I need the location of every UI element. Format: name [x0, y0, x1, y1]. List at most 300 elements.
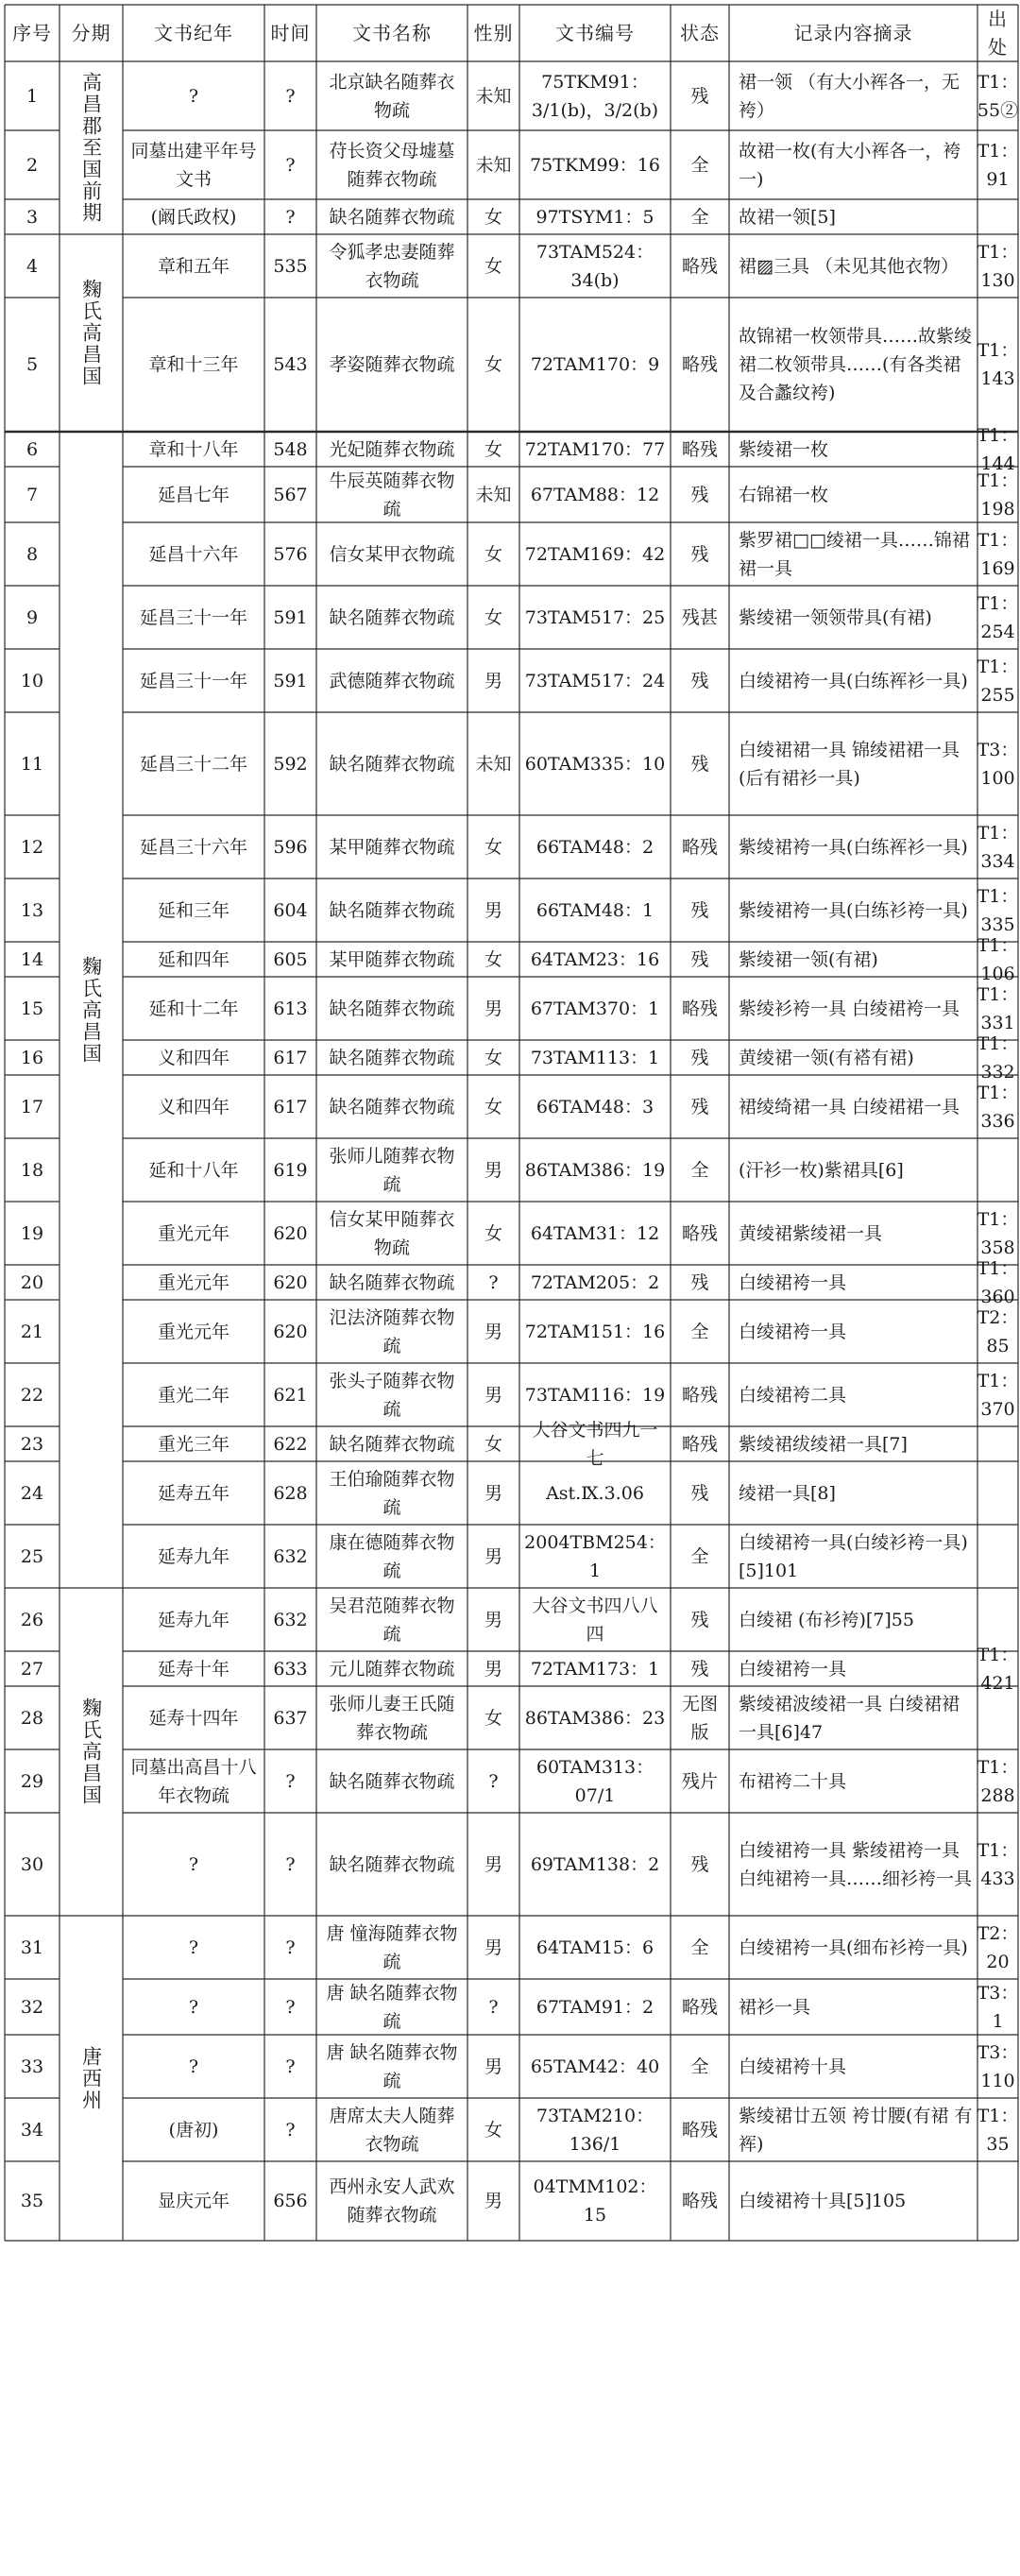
content-excerpt: 布裙袴二十具: [739, 1770, 847, 1792]
document-name: 某甲随葬衣物疏: [329, 836, 455, 858]
era-cell: 同墓出高昌十八年衣物疏: [130, 1756, 257, 1806]
time-cell: 592: [273, 753, 308, 775]
column-header: 记录内容摘录: [793, 22, 913, 44]
document-code: 72TAM205：2: [530, 1271, 660, 1293]
source-cell: T1：358: [977, 1208, 1019, 1258]
time-cell: 621: [273, 1384, 308, 1406]
source-cell: T1：254: [977, 592, 1019, 642]
source-cell: T1：106: [977, 934, 1019, 984]
time-cell: 632: [273, 1609, 308, 1630]
row-number: 27: [20, 1658, 44, 1680]
gender-cell: 女: [484, 1222, 502, 1244]
row-number: 6: [26, 438, 39, 460]
document-code: 64TAM15：6: [536, 1936, 654, 1958]
gender-cell: ?: [488, 1271, 499, 1293]
time-cell: 620: [273, 1321, 308, 1342]
document-name: 苻长资父母墟墓随葬衣物疏: [329, 140, 455, 190]
content-excerpt: (汗衫一枚)紫裙具[6]: [739, 1159, 904, 1181]
source-cell: [978, 1138, 1018, 1202]
state-cell: 略残: [681, 2119, 718, 2141]
document-name: 光妃随葬衣物疏: [329, 438, 455, 460]
time-cell: ?: [285, 85, 296, 107]
source-cell: T1：360: [977, 1257, 1019, 1307]
source-cell: [978, 1686, 1018, 1749]
column-header: 序号: [12, 22, 52, 44]
source-cell: [978, 199, 1018, 234]
content-excerpt: 紫绫衫袴一具 白绫裙袴一具: [739, 998, 960, 1019]
row-number: 14: [20, 948, 44, 970]
content-excerpt: 白绫裙袴一具(白练裈衫一具): [739, 670, 968, 691]
row-number: 22: [20, 1384, 44, 1406]
content-excerpt: 白绫裙袴一具: [739, 1321, 847, 1342]
state-cell: 无图版: [681, 1693, 718, 1743]
content-excerpt: 白绫裙袴一具(白绫衫袴一具)[5]101: [739, 1531, 968, 1581]
time-cell: ?: [285, 1996, 296, 2018]
gender-cell: 男: [484, 1936, 502, 1958]
row-number: 26: [20, 1609, 44, 1630]
document-code: 64TAM31：12: [530, 1222, 660, 1244]
content-excerpt: 黄绫裙一领(有褡有裙): [739, 1047, 914, 1068]
content-excerpt: 故裙一枚(有大小裈各一，袴一): [739, 140, 961, 190]
content-excerpt: 紫绫裙袴一具(白练衫袴一具): [739, 899, 968, 921]
state-cell: 残甚: [681, 606, 718, 628]
state-cell: 略残: [681, 998, 718, 1019]
document-code: 86TAM386：19: [524, 1159, 666, 1181]
document-code: 67TAM91：2: [536, 1996, 654, 2018]
row-number: 10: [20, 670, 44, 691]
gender-cell: 女: [484, 438, 502, 460]
row-number: 2: [26, 154, 39, 176]
document-code: 73TAM113：1: [530, 1047, 660, 1068]
row-number: 30: [20, 1853, 44, 1875]
state-cell: 残: [690, 484, 709, 505]
gender-cell: ?: [488, 1996, 499, 2018]
document-name: 武德随葬衣物疏: [329, 670, 455, 691]
content-excerpt: 紫绫裙绂绫裙一具[7]: [739, 1433, 908, 1455]
document-name: 信女某甲随葬衣物疏: [329, 1208, 455, 1258]
source-cell: T2：85: [977, 1306, 1019, 1356]
document-code: 72TAM173：1: [530, 1658, 660, 1680]
time-cell: ?: [285, 1936, 296, 1958]
row-number: 18: [20, 1159, 44, 1181]
gender-cell: 男: [484, 1482, 502, 1504]
era-cell: 延寿五年: [157, 1482, 230, 1504]
period-label: 高昌郡至国前期: [79, 72, 103, 224]
row-number: 11: [20, 753, 44, 775]
document-name: 缺名随葬衣物疏: [329, 753, 455, 775]
era-cell: ?: [188, 85, 199, 107]
time-cell: 632: [273, 1545, 308, 1567]
document-code: 69TAM138：2: [530, 1853, 660, 1875]
era-cell: 延寿九年: [157, 1545, 230, 1567]
content-excerpt: 白绫裙裙一具 锦绫裙裙一具(后有裙衫一具): [739, 739, 960, 789]
document-code: 72TAM170：9: [530, 354, 660, 375]
state-cell: 略残: [681, 2191, 718, 2211]
document-code: 75TKM99：16: [530, 154, 660, 176]
era-cell: 延和四年: [157, 948, 230, 970]
state-cell: 残: [690, 1271, 709, 1293]
source-cell: T1：331: [977, 983, 1019, 1033]
era-cell: 重光元年: [157, 1271, 230, 1293]
source-cell: T1：55②: [977, 71, 1019, 121]
gender-cell: 女: [484, 836, 502, 858]
state-cell: 残: [690, 1609, 709, 1630]
source-cell: T1：198: [977, 469, 1019, 520]
source-cell: T1：144: [977, 424, 1019, 474]
row-number: 20: [20, 1271, 44, 1293]
source-cell: T3：100: [977, 739, 1019, 789]
row-number: 13: [20, 899, 44, 921]
document-code: 60TAM335：10: [524, 753, 666, 775]
document-code: 大谷文书四八八四: [532, 1595, 658, 1645]
gender-cell: 女: [484, 948, 502, 970]
time-cell: ?: [285, 154, 296, 176]
gender-cell: 女: [484, 1096, 502, 1117]
era-cell: 延昌三十一年: [139, 670, 247, 691]
era-cell: 延昌七年: [157, 484, 230, 505]
era-cell: 延和十二年: [148, 998, 239, 1019]
content-excerpt: 白绫裙 (布衫袴)[7]55: [739, 1609, 914, 1630]
content-excerpt: 裙衫一具: [739, 1996, 811, 2018]
gender-cell: 男: [484, 1853, 502, 1875]
column-header: 文书编号: [555, 22, 635, 44]
state-cell: 略残: [681, 1384, 718, 1406]
document-code: 97TSYM1：5: [536, 206, 654, 228]
column-header: 时间: [270, 22, 311, 44]
state-cell: 残: [690, 543, 709, 565]
time-cell: 604: [273, 899, 308, 921]
time-cell: ?: [285, 2119, 296, 2141]
gender-cell: 女: [484, 2119, 502, 2141]
document-code: 66TAM48：2: [536, 836, 654, 858]
time-cell: 617: [273, 1096, 308, 1117]
era-cell: (阚氏政权): [150, 206, 237, 228]
era-cell: ?: [188, 2056, 199, 2077]
source-cell: [978, 2161, 1018, 2241]
row-number: 4: [26, 255, 39, 277]
document-code: Ast.Ⅸ.3.06: [546, 1482, 644, 1504]
document-name: 缺名随葬衣物疏: [329, 1096, 455, 1117]
document-name: 缺名随葬衣物疏: [329, 1047, 455, 1068]
content-excerpt: 紫绫裙一领(有裙): [739, 948, 878, 970]
row-number: 7: [26, 484, 39, 505]
source-cell: T3：110: [977, 2041, 1019, 2091]
document-code: 67TAM370：1: [530, 998, 660, 1019]
gender-cell: 男: [484, 1159, 502, 1181]
row-number: 16: [20, 1047, 44, 1068]
gender-cell: 女: [484, 354, 502, 375]
time-cell: 567: [273, 484, 308, 505]
time-cell: 591: [273, 670, 308, 691]
content-excerpt: 裙绫绮裙一具 白绫裙裙一具: [739, 1096, 960, 1117]
document-name: 元儿随葬衣物疏: [329, 1658, 455, 1680]
era-cell: 延和三年: [157, 899, 230, 921]
row-number: 33: [20, 2056, 44, 2077]
era-cell: ?: [188, 1996, 199, 2018]
source-cell: T1：332: [977, 1032, 1019, 1083]
era-cell: 延寿十四年: [148, 1707, 239, 1729]
time-cell: ?: [285, 1770, 296, 1792]
state-cell: 全: [690, 2056, 709, 2077]
document-code: 65TAM42：40: [530, 2056, 660, 2077]
content-excerpt: 紫绫裙廿五领 袴廿腰(有裙 有裈): [739, 2105, 973, 2155]
content-excerpt: 紫绫裙波绫裙一具 白绫裙裙一具[6]47: [739, 1693, 960, 1743]
document-name: 西州永安人武欢随葬衣物疏: [329, 2176, 455, 2226]
column-header: 状态: [680, 22, 720, 44]
row-number: 24: [20, 1482, 44, 1504]
document-name: 缺名随葬衣物疏: [329, 606, 455, 628]
document-name: 缺名随葬衣物疏: [329, 1433, 455, 1455]
state-cell: 略残: [681, 438, 718, 460]
document-code: 大谷文书四九一七: [532, 1419, 658, 1469]
document-name: 缺名随葬衣物疏: [329, 1271, 455, 1293]
row-number: 8: [26, 543, 39, 565]
document-code: 67TAM88：12: [530, 484, 660, 505]
document-name: 缺名随葬衣物疏: [329, 899, 455, 921]
era-cell: 延寿九年: [157, 1609, 230, 1630]
era-cell: 重光元年: [157, 1222, 230, 1244]
gender-cell: 未知: [475, 484, 512, 505]
gender-cell: 男: [484, 1609, 502, 1630]
era-cell: ?: [188, 1853, 199, 1875]
time-cell: 596: [273, 836, 308, 858]
state-cell: 略残: [681, 836, 718, 858]
row-number: 25: [20, 1545, 44, 1567]
state-cell: 略残: [681, 1222, 718, 1244]
source-cell: T1：91: [977, 140, 1019, 190]
era-cell: 义和四年: [157, 1096, 230, 1117]
source-cell: T1：334: [977, 822, 1019, 872]
state-cell: 残: [690, 1658, 709, 1680]
era-cell: 义和四年: [157, 1047, 230, 1068]
gender-cell: 未知: [475, 753, 512, 775]
document-code: 66TAM48：1: [536, 899, 654, 921]
time-cell: 543: [273, 354, 308, 375]
document-name: 唐 缺名随葬衣物疏: [326, 1982, 458, 2032]
row-number: 32: [20, 1996, 44, 2018]
gender-cell: 女: [484, 255, 502, 277]
content-excerpt: 白绫裙袴一具: [739, 1658, 847, 1680]
gender-cell: 女: [484, 543, 502, 565]
era-cell: 延寿十年: [157, 1658, 230, 1680]
source-cell: T1：143: [977, 340, 1019, 389]
source-cell: [978, 1461, 1018, 1525]
document-name: 令狐孝忠妻随葬衣物疏: [329, 241, 455, 291]
document-name: 唐席太夫人随葬衣物疏: [329, 2105, 455, 2155]
document-name: 某甲随葬衣物疏: [329, 948, 455, 970]
era-cell: 章和十八年: [148, 438, 239, 460]
state-cell: 略残: [681, 1996, 718, 2018]
document-code: 73TAM517：25: [524, 606, 666, 628]
document-code: 72TAM169：42: [524, 543, 666, 565]
document-code: 73TAM517：24: [524, 670, 666, 691]
era-cell: 延昌十六年: [148, 543, 239, 565]
content-excerpt: 紫绫裙一枚: [739, 438, 829, 460]
document-name: 唐 憧海随葬衣物疏: [326, 1922, 458, 1972]
state-cell: 残: [690, 1096, 709, 1117]
content-excerpt: 紫绫裙一领领带具(有裙): [739, 606, 932, 628]
document-name: 缺名随葬衣物疏: [329, 1770, 455, 1792]
time-cell: 619: [273, 1159, 308, 1181]
content-excerpt: 白绫裙袴十具: [739, 2056, 847, 2077]
time-cell: 628: [273, 1482, 308, 1504]
gender-cell: 男: [484, 670, 502, 691]
gender-cell: 女: [484, 606, 502, 628]
state-cell: 残: [690, 899, 709, 921]
gender-cell: 男: [484, 1384, 502, 1406]
document-code: 64TAM23：16: [530, 948, 660, 970]
gender-cell: 女: [484, 1433, 502, 1455]
state-cell: 残片: [681, 1770, 718, 1792]
era-cell: 延昌三十二年: [139, 753, 247, 775]
state-cell: 残: [690, 753, 709, 775]
content-excerpt: 白绫裙袴一具: [739, 1271, 847, 1293]
row-number: 17: [20, 1096, 44, 1117]
row-number: 23: [20, 1433, 44, 1455]
gender-cell: 男: [484, 2056, 502, 2077]
gender-cell: ?: [488, 1770, 499, 1792]
source-cell: T1：370: [977, 1370, 1019, 1420]
document-name: 信女某甲衣物疏: [329, 543, 455, 565]
time-cell: 535: [273, 255, 308, 277]
source-cell: T2：20: [977, 1922, 1019, 1972]
time-cell: 591: [273, 606, 308, 628]
document-name: 张师儿随葬衣物疏: [329, 1145, 455, 1195]
period-label: 麴氏高昌国: [79, 1697, 103, 1806]
column-header: 出处: [988, 8, 1008, 59]
content-excerpt: 裙▨三具 （未见其他衣物）: [739, 255, 959, 277]
column-header: 文书名称: [352, 22, 432, 44]
gender-cell: 女: [484, 206, 502, 228]
era-cell: 延昌三十一年: [139, 606, 247, 628]
row-number: 15: [20, 998, 44, 1019]
document-code: 73TAM116：19: [524, 1384, 666, 1406]
time-cell: 656: [273, 2191, 308, 2211]
row-number: 19: [20, 1222, 44, 1244]
gender-cell: 女: [484, 1707, 502, 1729]
row-number: 3: [26, 206, 39, 228]
content-excerpt: 白绫裙袴二具: [739, 1384, 847, 1406]
document-name: 唐 缺名随葬衣物疏: [326, 2041, 458, 2091]
content-excerpt: 白绫裙袴一具(细布衫袴一具): [739, 1936, 968, 1958]
gender-cell: 男: [484, 1545, 502, 1567]
row-number: 31: [20, 1936, 44, 1958]
state-cell: 全: [690, 206, 709, 228]
document-name: 康在德随葬衣物疏: [329, 1531, 455, 1581]
time-cell: ?: [285, 206, 296, 228]
time-cell: 576: [273, 543, 308, 565]
document-name: 张头子随葬衣物疏: [329, 1370, 455, 1420]
state-cell: 残: [690, 1853, 709, 1875]
state-cell: 略残: [681, 354, 718, 375]
source-cell: [978, 1426, 1018, 1461]
column-header: 分期: [71, 22, 111, 44]
row-number: 34: [20, 2119, 44, 2141]
gender-cell: 男: [484, 1658, 502, 1680]
state-cell: 残: [690, 1047, 709, 1068]
content-excerpt: 黄绫裙紫绫裙一具: [739, 1222, 883, 1244]
source-cell: T1：130: [977, 241, 1019, 291]
row-number: 29: [20, 1770, 44, 1792]
state-cell: 残: [690, 1482, 709, 1504]
gender-cell: 男: [484, 899, 502, 921]
time-cell: 622: [273, 1433, 308, 1455]
period-label: 唐西州: [79, 2045, 103, 2111]
document-name: 缺名随葬衣物疏: [329, 1853, 455, 1875]
era-cell: 延和十八年: [148, 1159, 239, 1181]
document-code: 73TAM210：136/1: [536, 2105, 654, 2155]
state-cell: 残: [690, 85, 709, 107]
time-cell: 548: [273, 438, 308, 460]
time-cell: 633: [273, 1658, 308, 1680]
source-cell: T1：336: [977, 1082, 1019, 1132]
period-label: 麴氏高昌国: [79, 279, 103, 387]
column-header: 性别: [473, 22, 514, 44]
content-excerpt: 故裙一领[5]: [739, 206, 836, 228]
source-cell: T1：35: [977, 2105, 1019, 2155]
time-cell: 637: [273, 1707, 308, 1729]
document-name: 缺名随葬衣物疏: [329, 206, 455, 228]
content-excerpt: 裙一领 （有大小裈各一，无袴）: [739, 71, 960, 121]
document-code: 2004TBM254：1: [524, 1531, 666, 1581]
era-cell: 章和五年: [157, 255, 230, 277]
gender-cell: 未知: [475, 85, 512, 107]
era-cell: ?: [188, 1936, 199, 1958]
content-excerpt: 紫罗裙□□绫裙一具……锦裙裙一具: [739, 529, 970, 579]
document-name: 北京缺名随葬衣物疏: [329, 71, 455, 121]
period-label: 麴氏高昌国: [79, 955, 103, 1065]
row-number: 35: [20, 2191, 44, 2211]
source-cell: T1：255: [977, 656, 1019, 706]
state-cell: 略残: [681, 255, 718, 277]
content-excerpt: 绫裙一具[8]: [739, 1482, 836, 1504]
document-code: 60TAM313：07/1: [536, 1756, 654, 1806]
era-cell: 同墓出建平年号文书: [130, 140, 257, 190]
source-cell: T1：421: [977, 1644, 1019, 1694]
era-cell: 显庆元年: [157, 2191, 230, 2211]
content-excerpt: 故锦裙一枚领带具……故紫绫裙二枚领带具……(有各类裙及合蠡纹袴): [739, 326, 973, 403]
time-cell: 620: [273, 1222, 308, 1244]
era-cell: 重光元年: [157, 1321, 230, 1342]
state-cell: 残: [690, 670, 709, 691]
era-cell: 重光二年: [157, 1384, 230, 1406]
era-cell: (唐初): [168, 2119, 219, 2141]
time-cell: ?: [285, 1853, 296, 1875]
row-number: 28: [20, 1707, 44, 1729]
row-number: 12: [20, 836, 44, 858]
time-cell: 617: [273, 1047, 308, 1068]
era-cell: 重光三年: [157, 1433, 230, 1455]
source-cell: T1：169: [977, 529, 1019, 579]
document-code: 04TMM102：15: [533, 2176, 657, 2226]
time-cell: 620: [273, 1271, 308, 1293]
document-name: 张师儿妻王氏随葬衣物疏: [329, 1693, 455, 1743]
state-cell: 略残: [681, 1433, 718, 1455]
document-name: 王伯瑜随葬衣物疏: [329, 1468, 455, 1518]
time-cell: 605: [273, 948, 308, 970]
state-cell: 全: [690, 1159, 709, 1181]
document-name: 孝姿随葬衣物疏: [329, 354, 455, 375]
gender-cell: 女: [484, 1047, 502, 1068]
row-number: 21: [20, 1321, 44, 1342]
gender-cell: 男: [484, 998, 502, 1019]
document-name: 牛辰英随葬衣物疏: [329, 469, 455, 520]
state-cell: 残: [690, 948, 709, 970]
time-cell: ?: [285, 2056, 296, 2077]
document-code: 75TKM91：3/1(b)，3/2(b): [531, 71, 659, 121]
state-cell: 全: [690, 1321, 709, 1342]
content-excerpt: 白绫裙袴一具 紫绫裙袴一具 白纯裙袴一具……细衫袴一具: [739, 1839, 973, 1889]
